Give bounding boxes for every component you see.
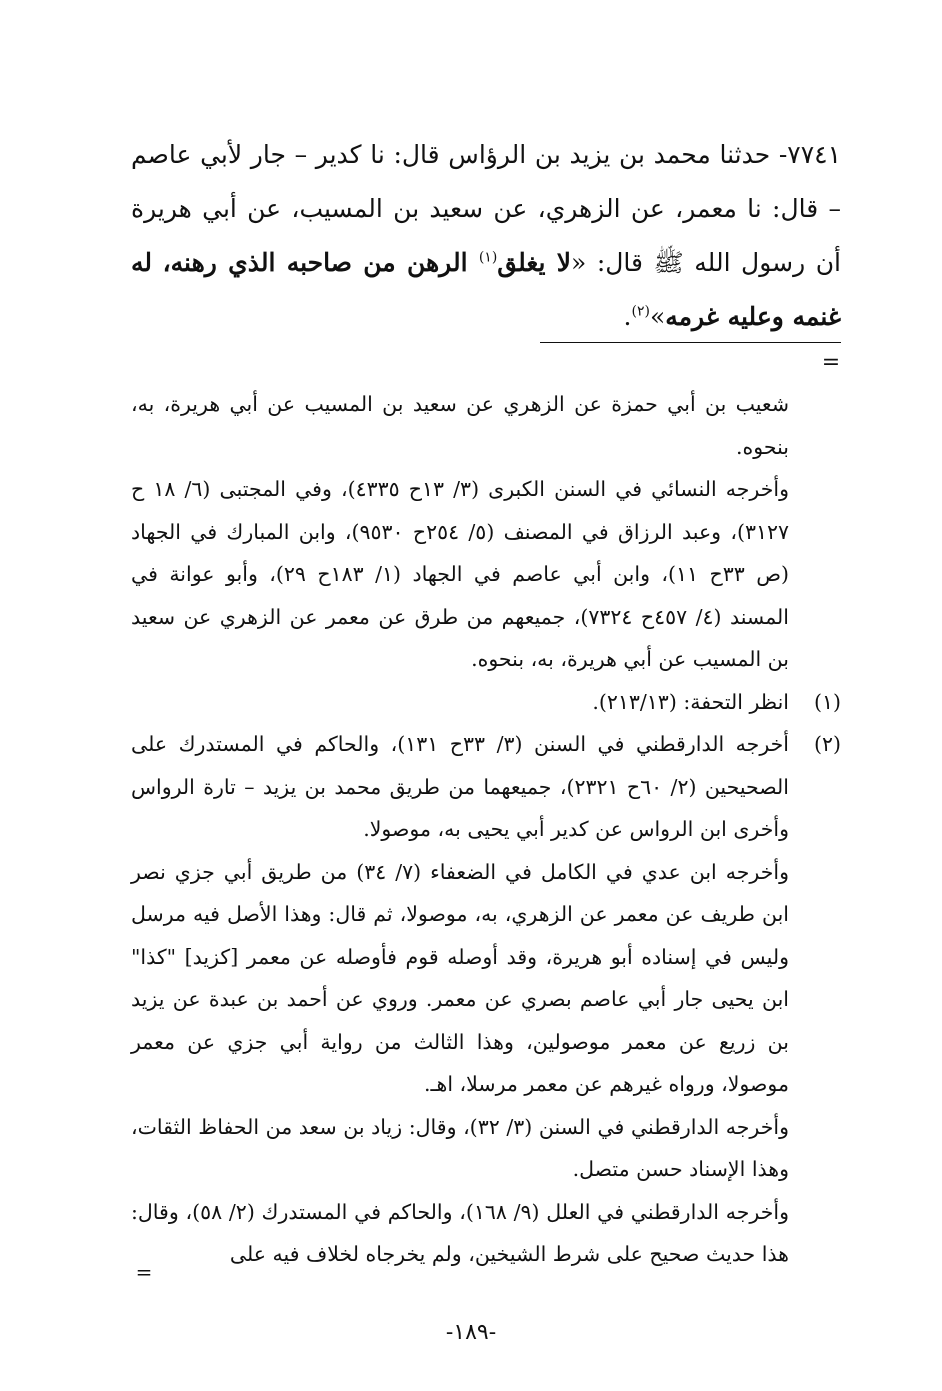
hadith-quote: لا يغلق	[497, 248, 571, 277]
hadith-line: هريرة أن رسول الله ﷺ قال: «	[131, 194, 841, 277]
footnote-paragraph: وأخرجه الدارقطني في العلل (٩/ ١٦٨)، والحاكم في المستدرك (٢/ ٥٨)، وقال: هذا حديث صحيح على شرط الشيخين، ولم يخرجاه لخلاف فيه على	[131, 1199, 789, 1266]
hadith-line: ٧٧٤١- حدثنا محمد بن يزيد بن الرؤاس قال: نا كدير – جار	[250, 140, 841, 169]
footnote-marker: (١)	[478, 249, 498, 266]
footnote-carryover: وأخرجه النسائي في السنن الكبرى (٣/ ١٣ح ٤٣٣٥)، وفي المجتبى (٦/ ١٨ ح ٣١٢٧)، وعبد الرزاق في المصنف (٥/ ٢٥٤ح ٩٥٣٠)، وابن المبارك في الجهاد (ص ٣٣ح ١١)، وابن أبي عاصم في الجهاد (١/ ١٨٣ح ٢٩)، وأبو عوانة في المسند (٤/ ٤٥٧ح ٧٣٢٤)، جميعهم من طرق عن معمر عن الزهري عن سعيد بن المسيب عن أبي هريرة، به، بنحوه.	[131, 477, 790, 671]
quote-close: »	[649, 302, 666, 331]
footnote-carryover: شعيب بن أبي حمزة عن الزهري عن سعيد بن المسيب عن أبي هريرة، به، بنحوه.	[131, 392, 789, 459]
hadith-text	[131, 128, 841, 344]
continuation-mark: =	[821, 350, 841, 375]
page-number: -١٨٩-	[445, 1320, 497, 1345]
footnote-marker: (٢)	[631, 303, 650, 320]
continuation-mark-bottom: =	[135, 1260, 153, 1284]
footnote-2	[131, 723, 841, 851]
footnote-1	[131, 681, 841, 724]
footnote-number: (٢)	[813, 732, 841, 756]
footnote-number: (١)	[813, 689, 841, 714]
footnote-text: أخرجه الدارقطني في السنن (٣/ ٣٣ح ١٣١)، والحاكم في المستدرك على الصحيحين (٢/ ٦٠ح ٢٣٢١)، جميعهما من طريق محمد بن يزيد – تارة الرواس وأخرى ابن الرواس عن كدير أبي يحيى به، موصولا.	[131, 732, 789, 841]
hadith-quote: الرهن من صاحبه الذي رهنه،	[162, 248, 479, 277]
footnote-paragraph: وأخرجه ابن عدي في الكامل في الضعفاء (٧/ ٣٤) من طريق أبي جزي نصر ابن طريف عن معمر عن الزهري، به، موصولا، ثم قال: وهذا الأصل فيه مرسل وليس في إسناده أبو هريرة، وقد أوصله قوم فأوصله عن معمر [كزيد] "كذا" ابن يحيى جار أبي عاصم بصري عن معمر. وروي عن أحمد بن عبدة عن يزيد بن زريع عن معمر موصولين، وهذا الثالث من رواية أبي جزي عن معمر موصولا، ورواه غيرهم عن معمر مرسلا، اهـ.	[131, 859, 789, 1096]
footnote-separator	[540, 342, 841, 343]
hadith-quote: له غنمه وعليه غرمه	[131, 248, 841, 331]
footnote-paragraph: وأخرجه الدارقطني في السنن (٣/ ٣٢)، وقال: زياد بن سعد من الحفاظ الثقات، وهذا الإسناد حسن متصل.	[131, 1114, 789, 1181]
period: .	[623, 302, 632, 331]
footnotes	[131, 383, 841, 1276]
footnote-text: انظر التحفة: (٢١٣/١٣).	[592, 689, 789, 714]
hadith-line: لأبي عاصم – قال: نا معمر، عن الزهري، عن سعيد بن المسيب، عن أبي	[131, 140, 841, 223]
